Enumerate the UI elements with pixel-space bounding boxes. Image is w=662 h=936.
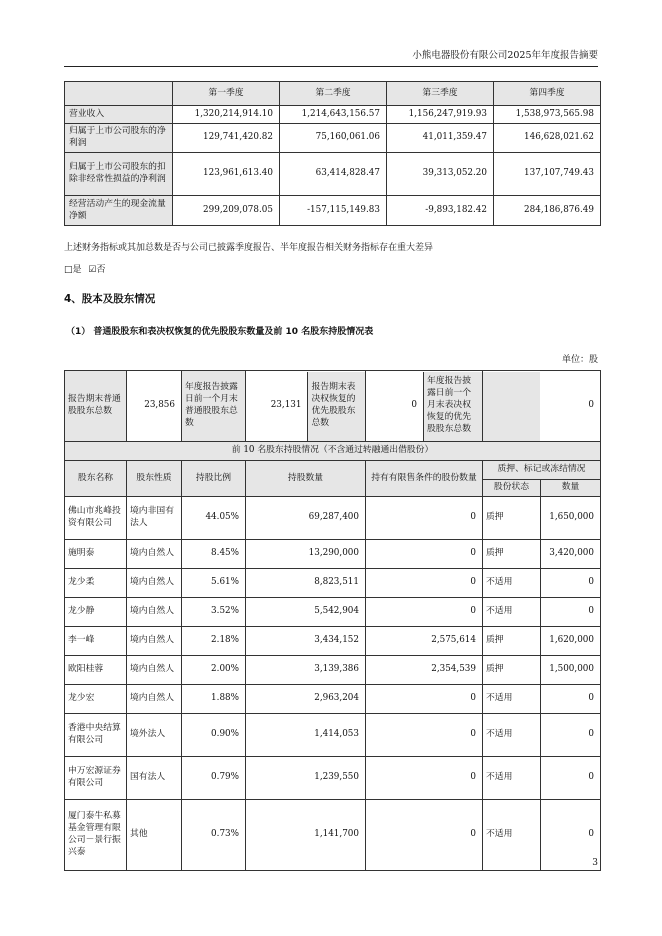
shareholder-nature: 境内非国有法人: [127, 497, 182, 540]
shareholder-name: 厦门泰牛私募基金管理有限公司－景行振兴泰: [65, 800, 127, 871]
section-title: 4、股本及股东情况: [64, 293, 156, 305]
shareholder-status: 不适用: [483, 800, 541, 871]
shareholder-count: 5,542,904: [246, 598, 366, 627]
column-header: 数量: [541, 480, 601, 497]
summary-value: 0: [588, 400, 594, 411]
shareholder-ratio: 3.52%: [182, 598, 246, 627]
top10-title: 前 10 名股东持股情况（不含通过转融通出借股份）: [65, 442, 601, 461]
table-header-cell: [65, 82, 173, 106]
shareholder-nature: 国有法人: [127, 757, 182, 800]
shareholder-restricted: 0: [366, 757, 483, 800]
table-row: [65, 153, 601, 196]
summary-label: 年度报告披露日前一个月末普通股股东总数: [182, 371, 246, 442]
table-cell: -157,115,149.83: [280, 196, 387, 226]
table-cell: 39,313,052.20: [387, 153, 494, 196]
table-row: [65, 627, 601, 656]
shareholder-name: 龙少静: [65, 598, 127, 627]
shareholder-status: 不适用: [483, 685, 541, 714]
shareholder-ratio: 0.73%: [182, 800, 246, 871]
table-row: [65, 106, 601, 124]
shareholder-amount: 1,650,000: [541, 497, 601, 540]
shareholder-name: 李一峰: [65, 627, 127, 656]
table-cell: 75,160,061.06: [280, 124, 387, 153]
table-row: [65, 757, 601, 800]
shareholder-amount: 0: [541, 800, 601, 871]
table-row: [65, 598, 601, 627]
shareholder-status: 质押: [483, 656, 541, 685]
page-number: 3: [592, 858, 598, 868]
shareholder-ratio: 0.90%: [182, 714, 246, 757]
column-header: 持股数量: [246, 461, 366, 497]
table-cell: 299,209,078.05: [173, 196, 280, 226]
shareholder-status: 质押: [483, 627, 541, 656]
shareholder-amount: 0: [541, 598, 601, 627]
shareholder-count: 8,823,511: [246, 569, 366, 598]
table-cell: 1,538,973,565.98: [494, 106, 601, 124]
shareholder-restricted: 0: [366, 598, 483, 627]
choice-yes: □是: [64, 265, 82, 275]
row-label: 归属于上市公司股东的净利润: [65, 124, 173, 153]
shareholder-count: 69,287,400: [246, 497, 366, 540]
row-label: 营业收入: [65, 106, 173, 124]
shareholder-restricted: 0: [366, 800, 483, 871]
table-cell: -9,893,182.42: [387, 196, 494, 226]
row-label: 经营活动产生的现金流量净额: [65, 196, 173, 226]
table-row: [65, 196, 601, 226]
table-row: [65, 497, 601, 540]
shareholder-ratio: 5.61%: [182, 569, 246, 598]
difference-choice: [64, 262, 105, 275]
table-row: [65, 540, 601, 569]
summary-value: 23,131: [270, 400, 302, 411]
summary-row: [65, 371, 601, 442]
shareholder-restricted: 2,575,614: [366, 627, 483, 656]
unit-label: 单位：股: [561, 355, 598, 365]
shareholder-status: 不适用: [483, 598, 541, 627]
table-row: [65, 656, 601, 685]
table-row: [65, 124, 601, 153]
shareholder-amount: 0: [541, 714, 601, 757]
shareholder-table: [64, 370, 601, 871]
shareholder-count: 1,141,700: [246, 800, 366, 871]
table-cell: 129,741,420.82: [173, 124, 280, 153]
shareholder-ratio: 2.18%: [182, 627, 246, 656]
shareholder-restricted: 0: [366, 540, 483, 569]
shareholder-name: 申万宏源证券有限公司: [65, 757, 127, 800]
table-row: [65, 569, 601, 598]
table-header-cell: 第二季度: [280, 82, 387, 106]
difference-note: 上述财务指标或其加总数是否与公司已披露季度报告、半年度报告相关财务指标存在重大差异: [64, 243, 434, 253]
shareholder-count: 3,139,386: [246, 656, 366, 685]
shareholder-ratio: 1.88%: [182, 685, 246, 714]
shareholder-nature: 境外法人: [127, 714, 182, 757]
shareholder-count: 3,434,152: [246, 627, 366, 656]
table-header-cell: 第三季度: [387, 82, 494, 106]
shareholder-name: 龙少柔: [65, 569, 127, 598]
shareholder-amount: 0: [541, 569, 601, 598]
shareholder-restricted: 0: [366, 685, 483, 714]
column-header: 股东名称: [65, 461, 127, 497]
shareholder-status: 不适用: [483, 569, 541, 598]
shareholder-name: 香港中央结算有限公司: [65, 714, 127, 757]
summary-value: 23,856: [127, 371, 182, 442]
summary-value: 0: [411, 400, 417, 411]
shareholder-name: 龙少宏: [65, 685, 127, 714]
table-cell: 1,156,247,919.93: [387, 106, 494, 124]
table-cell: 41,011,359.47: [387, 124, 494, 153]
summary-label: 报告期末普通股股东总数: [65, 371, 127, 442]
shareholder-status: 质押: [483, 540, 541, 569]
subsection-title: （1） 普通股股东和表决权恢复的优先股股东数量及前 10 名股东持股情况表: [66, 327, 374, 337]
shareholder-amount: 3,420,000: [541, 540, 601, 569]
shareholder-count: 1,239,550: [246, 757, 366, 800]
table-cell: 63,414,828.47: [280, 153, 387, 196]
summary-label: 报告期末表决权恢复的优先股股东总数: [307, 372, 365, 441]
table-cell: 1,214,643,156.57: [280, 106, 387, 124]
choice-no: ☑否: [88, 265, 106, 275]
shareholder-nature: 境内自然人: [127, 540, 182, 569]
column-header-row: [65, 461, 601, 480]
column-header: 股东性质: [127, 461, 182, 497]
column-header: 持有有限售条件的股份数量: [366, 461, 483, 497]
table-row: [65, 714, 601, 757]
report-header-title: 小熊电器股份有限公司2025年年度报告摘要: [412, 50, 598, 61]
shareholder-amount: 0: [541, 685, 601, 714]
shareholder-restricted: 0: [366, 569, 483, 598]
shareholder-count: 13,290,000: [246, 540, 366, 569]
shareholder-status: 质押: [483, 497, 541, 540]
top10-title-row: [65, 442, 601, 461]
table-header-cell: 第四季度: [494, 82, 601, 106]
shareholder-status: 不适用: [483, 714, 541, 757]
shareholder-nature: 境内自然人: [127, 656, 182, 685]
header-divider: [64, 66, 598, 67]
shareholder-restricted: 0: [366, 714, 483, 757]
shareholder-amount: 0: [541, 757, 601, 800]
shareholder-name: 佛山市兆峰投资有限公司: [65, 497, 127, 540]
table-cell: 123,961,613.40: [173, 153, 280, 196]
shareholder-count: 2,963,204: [246, 685, 366, 714]
table-cell: 137,107,749.43: [494, 153, 601, 196]
shareholder-nature: 境内自然人: [127, 598, 182, 627]
shareholder-count: 1,414,053: [246, 714, 366, 757]
shareholder-amount: 1,620,000: [541, 627, 601, 656]
table-cell: 284,186,876.49: [494, 196, 601, 226]
table-row: [65, 800, 601, 871]
shareholder-amount: 1,500,000: [541, 656, 601, 685]
shareholder-nature: 其他: [127, 800, 182, 871]
table-header-cell: 第一季度: [173, 82, 280, 106]
column-header: 持股比例: [182, 461, 246, 497]
row-label: 归属于上市公司股东的扣除非经常性损益的净利润: [65, 153, 173, 196]
table-cell: 146,628,021.62: [494, 124, 601, 153]
shareholder-ratio: 44.05%: [182, 497, 246, 540]
summary-label: 年度报告披露日前一个月末表决权恢复的优先股股东总数: [423, 372, 482, 441]
column-header: 质押、标记或冻结情况: [483, 461, 601, 480]
shareholder-status: 不适用: [483, 757, 541, 800]
column-header: 股份状态: [483, 480, 541, 497]
shareholder-ratio: 0.79%: [182, 757, 246, 800]
shareholder-restricted: 2,354,539: [366, 656, 483, 685]
shareholder-restricted: 0: [366, 497, 483, 540]
shareholder-nature: 境内自然人: [127, 569, 182, 598]
shareholder-ratio: 8.45%: [182, 540, 246, 569]
table-row: [65, 685, 601, 714]
shareholder-nature: 境内自然人: [127, 627, 182, 656]
shareholder-nature: 境内自然人: [127, 685, 182, 714]
table-cell: 1,320,214,914.10: [173, 106, 280, 124]
shareholder-ratio: 2.00%: [182, 656, 246, 685]
shareholder-name: 欧阳桂蓉: [65, 656, 127, 685]
shareholder-name: 施明泰: [65, 540, 127, 569]
quarterly-financial-table: [64, 81, 601, 226]
table-header-row: [65, 82, 601, 106]
